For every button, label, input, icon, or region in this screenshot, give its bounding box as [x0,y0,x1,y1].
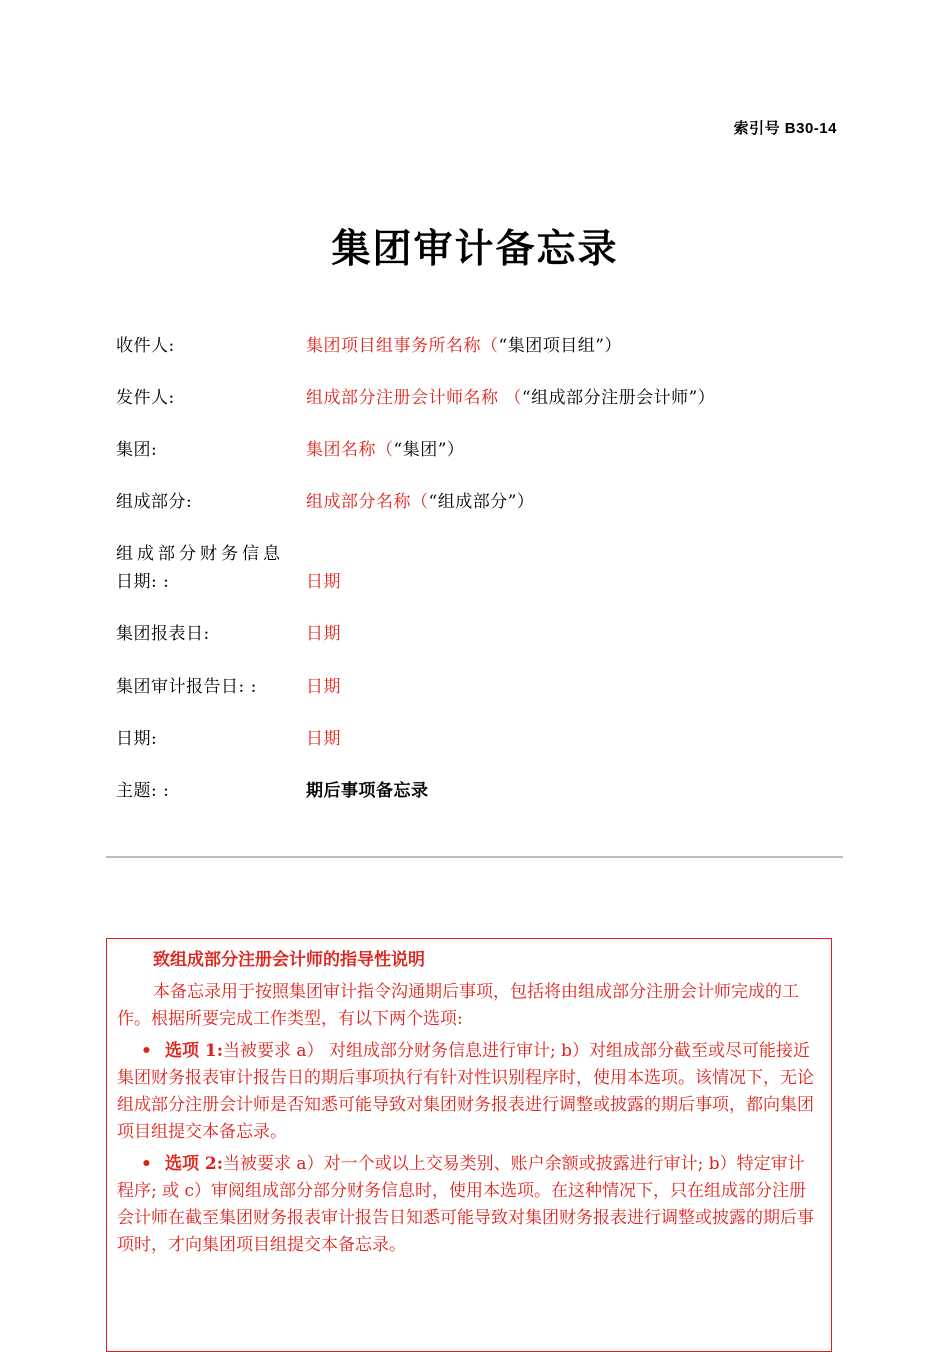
bullet-icon: • [141,1154,152,1174]
field-label: 发件人: [116,388,175,408]
field-value: 组成部分注册会计师名称 （“组成部分注册会计师”） [306,388,716,408]
field-label: 集团审计报告日: : [116,677,257,697]
index-number: 索引号 B30-14 [733,120,837,137]
field-value: 日期 [306,572,341,592]
divider [106,856,843,858]
field-value: 日期 [306,677,341,697]
bullet-icon: • [141,1041,152,1061]
guidance-box [106,938,832,1352]
field-label: 组成部分: [116,492,193,512]
field-label: 组成部分财务信息 [116,544,284,564]
field-label: 集团报表日: [116,624,210,644]
guidance-option-2: • 选项 2:当被要求 a）对一个或以上交易类别、账户余额或披露进行审计; b）特定审计程序; 或 c）审阅组成部分部分财务信息时，使用本选项。在这种情况下，只在组成部分注册会计师在截至集团财务报表审计报告日知悉可能导致对集团财务报表进行调整或披露的期后事项时，才向集团项目组提交本备忘录。 [117,1151,821,1259]
field-value: 期后事项备忘录 [306,781,429,801]
field-label: 收件人: [116,336,175,356]
field-value: 集团项目组事务所名称（“集团项目组”） [306,336,622,356]
guidance-heading: 致组成部分注册会计师的指导性说明 [153,950,425,970]
document-title: 集团审计备忘录 [331,227,619,272]
field-value: 组成部分名称（“组成部分”） [306,492,535,512]
field-value: 日期 [306,729,341,749]
guidance-option-1: • 选项 1:当被要求 a） 对组成部分财务信息进行审计; b）对组成部分截至或尽可能接近集团财务报表审计报告日的期后事项执行有针对性识别程序时，使用本选项。该情况下，无论组成部分注册会计师是否知悉可能导致对集团财务报表进行调整或披露的期后事项，都向集团项目组提交本备忘录。 [117,1038,821,1146]
field-label: 日期: [116,729,158,749]
field-value: 集团名称（“集团”） [306,440,465,460]
field-label: 日期: : [116,572,170,592]
field-value: 日期 [306,624,341,644]
field-label: 主题: : [116,781,170,801]
guidance-intro: 本备忘录用于按照集团审计指令沟通期后事项，包括将由组成部分注册会计师完成的工作。根据所要完成工作类型，有以下两个选项: [117,982,799,1029]
field-label: 集团: [116,440,158,460]
